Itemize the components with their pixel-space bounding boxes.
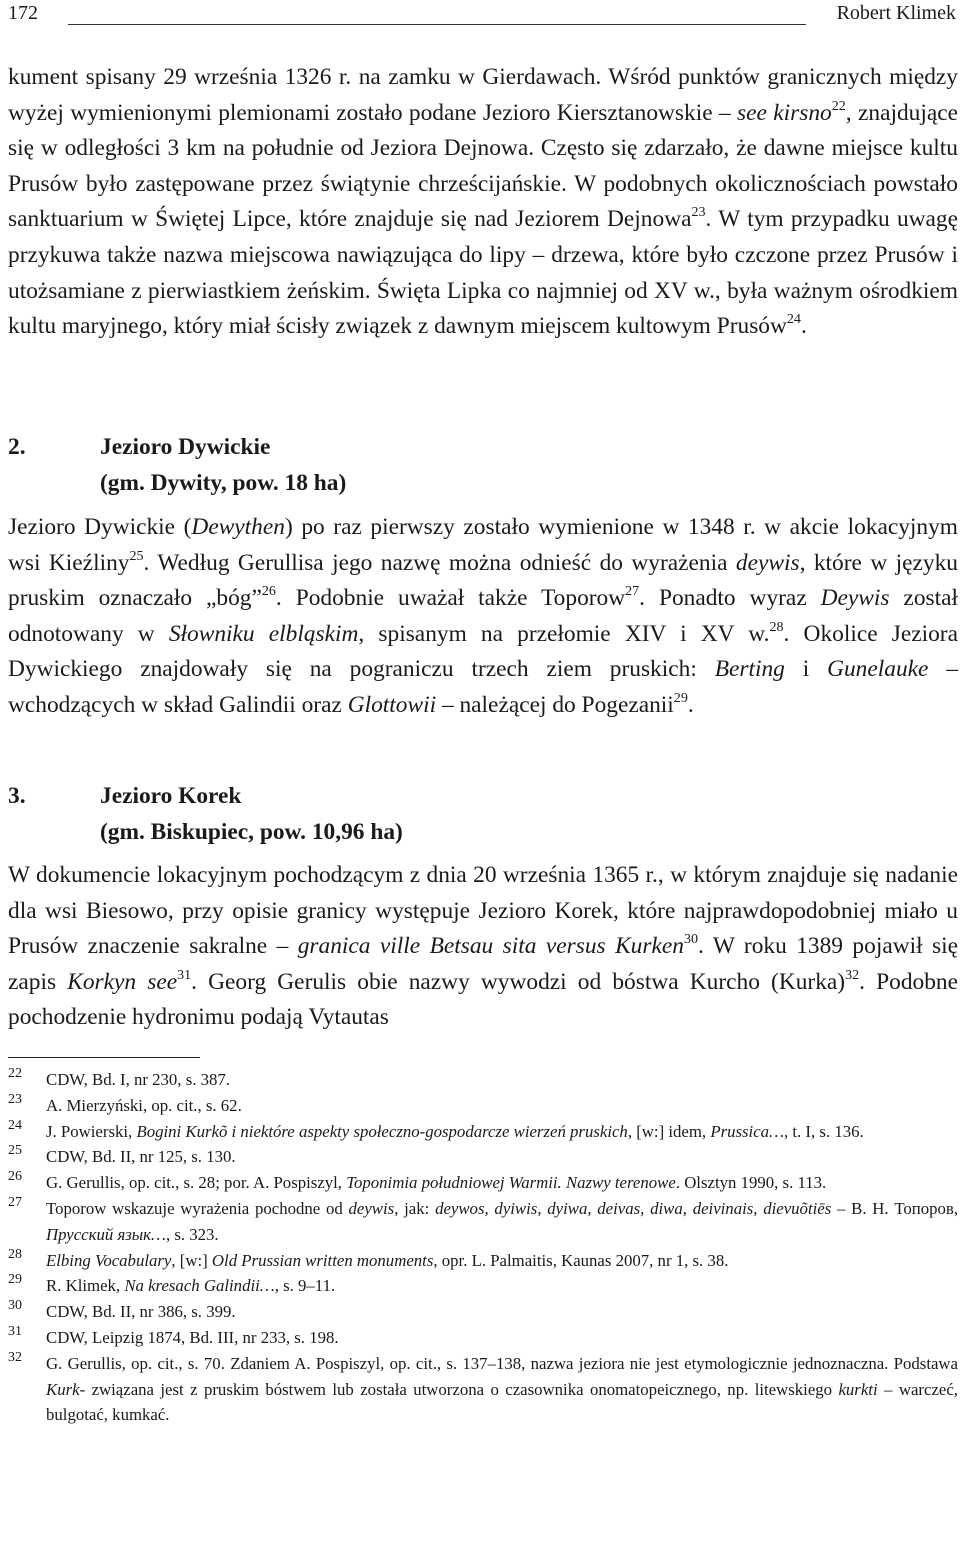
- footnote-ref[interactable]: 22: [831, 97, 846, 114]
- footnote-ref[interactable]: 28: [769, 618, 784, 635]
- italic-run: Glottowii: [347, 691, 437, 718]
- italic-run: Dewythen: [191, 514, 285, 540]
- footnote-ref[interactable]: 25: [129, 547, 144, 564]
- footnote-text: Toporow wskazuje wyrażenia pochodne od: [46, 1198, 349, 1218]
- footnote-separator: [8, 1057, 200, 1058]
- footnote-22: [8, 1067, 958, 1093]
- footnote-number: 31: [8, 1323, 22, 1339]
- italic-run: Прусский язык…: [46, 1224, 166, 1244]
- footnote-text: G. Gerullis, op. cit., s. 28; por. A. Pospiszyl,: [46, 1173, 347, 1193]
- footnote-ref[interactable]: 31: [177, 966, 192, 983]
- footnote-text: , opr. L. Palmaitis, Kaunas 2007, nr 1, s. 38.: [433, 1250, 729, 1270]
- footnote-28: [8, 1248, 958, 1274]
- footnote-ref[interactable]: 27: [625, 583, 640, 600]
- footnote-number: 26: [8, 1169, 22, 1185]
- section-title: Jezioro Korek: [100, 783, 242, 809]
- footnote-24: [8, 1119, 958, 1145]
- text-run: . W tym przypadku uwagę przykuwa także nazwa miejscowa nawiązująca do lipy – drzewa, które było czczone przez Prusów i utożsamiane z pierwiastkiem żeńskim. Święta Lipka co najmniej od XV w., była ważnym ośrodkiem kultu maryjnego, który miał ścisły związek z dawnym miejscem kultowym Prusów: [8, 206, 958, 340]
- italic-run: granica ville Betsau sita versus Kurken: [297, 933, 684, 960]
- text-run: . Georg Gerulis obie nazwy wywodzi od bóstwa Kurcho (Kurka): [191, 968, 846, 995]
- section-number: 3.: [8, 783, 26, 809]
- text-run: .: [687, 691, 694, 718]
- footnote-number: 27: [8, 1194, 22, 1210]
- paragraph-3: [8, 858, 958, 1036]
- italic-run: kurkti: [838, 1379, 878, 1399]
- footnote-ref[interactable]: 24: [786, 311, 801, 328]
- footnote-text: J. Powierski,: [46, 1121, 137, 1141]
- footnote-30: [8, 1299, 958, 1325]
- text-run: . Według Gerullisa jego nazwę można odnieść do wyrażenia: [143, 549, 736, 576]
- text-run: Jezioro Dywickie (: [8, 514, 192, 540]
- text-run: . Podobne pochodzenie hydronimu podają Vytautas: [8, 968, 958, 1031]
- running-author: Robert Klimek: [836, 2, 956, 24]
- footnote-ref[interactable]: 26: [261, 583, 276, 600]
- text-run: został odnotowany w: [8, 585, 958, 647]
- footnote-text: CDW, Bd. I, nr 230, s. 387.: [46, 1070, 230, 1089]
- paragraph-2: [8, 510, 958, 724]
- text-run: kument spisany 29 września 1326 r. na zamku w Gierdawach. Wśród punktów granicznych między wyżej wymienionymi plemionami zostało podane Jezioro Kiersztanowskie –: [8, 64, 958, 126]
- footnote-text: , s. 9–11.: [274, 1276, 336, 1296]
- footnote-number: 24: [8, 1117, 22, 1133]
- italic-run: Elbing Vocabulary: [46, 1250, 172, 1270]
- footnote-text: – warczeć, bulgotać, kumkać.: [46, 1379, 958, 1425]
- footnote-ref[interactable]: 32: [845, 966, 860, 983]
- footnote-number: 25: [8, 1143, 22, 1159]
- footnote-ref[interactable]: 29: [673, 690, 688, 707]
- footnote-text: , jak:: [394, 1198, 436, 1218]
- section-3-heading: [8, 779, 403, 850]
- footnote-text: CDW, Bd. II, nr 386, s. 399.: [46, 1302, 236, 1322]
- italic-run: deywos, dyiwis, dyiwa, deivas, diwa, deivinais, dievuõtiēs: [435, 1198, 832, 1218]
- text-run: – wchodzących w skład Galindii oraz: [8, 656, 958, 718]
- text-run: i: [784, 656, 828, 683]
- running-header: [8, 2, 956, 26]
- text-run: . Ponadto wyraz: [639, 585, 821, 612]
- footnote-number: 30: [8, 1298, 22, 1314]
- footnote-text: – В. Н. Топоров,: [831, 1198, 959, 1218]
- footnote-31: [8, 1325, 958, 1351]
- footnote-text: CDW, Bd. II, nr 125, s. 130.: [46, 1147, 236, 1167]
- footnote-23: [8, 1093, 958, 1119]
- section-2-heading: [8, 430, 346, 501]
- page-number: 172: [8, 2, 38, 24]
- footnote-number: 28: [8, 1246, 22, 1262]
- text-run: . Podobnie uważał także Toporow: [275, 585, 626, 612]
- italic-run: deywis: [348, 1198, 395, 1218]
- section-subtitle: (gm. Biskupiec, pow. 10,96 ha): [100, 818, 403, 845]
- footnote-text: A. Mierzyński, op. cit., s. 62.: [46, 1095, 242, 1115]
- footnote-32: [8, 1351, 958, 1428]
- paragraph-1: [8, 60, 958, 345]
- footnote-number: 23: [8, 1091, 22, 1107]
- section-subtitle: (gm. Dywity, pow. 18 ha): [100, 469, 347, 496]
- footnote-27: [8, 1196, 958, 1248]
- footnote-26: [8, 1170, 958, 1196]
- text-run: ) po raz pierwszy zostało wymienione w 1348 r. w akcie lokacyjnym wsi Kieźliny: [8, 514, 958, 576]
- italic-run: Na kresach Galindii…: [124, 1276, 275, 1296]
- text-run: , znajdujące się w odległości 3 km na południe od Jeziora Dejnowa. Często się zdarzało, że dawne miejsce kultu Prusów było zastępowane przez świątynie chrześcijańskie. W podobnych okolicznościach powstało sanktuarium w Świętej Lipce, które znajduje się nad Jeziorem Dejnowa: [8, 99, 958, 233]
- text-run: , spisanym na przełomie XIV i XV w.: [358, 620, 770, 647]
- text-run: . W roku 1389 pojawił się zapis: [8, 933, 958, 995]
- italic-run: Bogini Kurkõ i niektóre aspekty społeczno-gospodarcze wierzeń pruskich: [136, 1121, 628, 1141]
- italic-run: deywis: [735, 549, 800, 576]
- italic-run: Korkyn see: [67, 968, 178, 995]
- italic-run: Słowniku elbląskim: [168, 620, 359, 647]
- footnote-text: , t. I, s. 136.: [783, 1121, 864, 1141]
- section-title: Jezioro Dywickie: [100, 434, 271, 460]
- header-rule: [68, 24, 806, 25]
- footnote-text: , s. 323.: [165, 1224, 219, 1244]
- italic-run: Prussica…: [710, 1121, 784, 1141]
- footnote-text: , [w:] idem,: [627, 1121, 711, 1141]
- footnote-25: [8, 1144, 958, 1170]
- footnote-number: 29: [8, 1272, 22, 1288]
- text-run: .: [800, 313, 807, 340]
- italic-run: Berting: [714, 656, 785, 683]
- footnote-text: G. Gerullis, op. cit., s. 70. Zdaniem A. Pospiszyl, op. cit., s. 137–138, nazwa jeziora nie jest etymologicznie jednoznaczna. Podstawa: [46, 1353, 958, 1373]
- text-run: , które w języku pruskim oznaczało „bóg”: [8, 549, 958, 612]
- footnotes: [8, 1067, 958, 1428]
- italic-run: Kurk-: [46, 1379, 86, 1399]
- italic-run: see kirsno: [737, 99, 832, 126]
- footnote-ref[interactable]: 30: [683, 931, 698, 948]
- italic-run: Old Prussian written monuments: [211, 1250, 434, 1270]
- footnote-text: . Olsztyn 1990, s. 113.: [675, 1173, 827, 1193]
- footnote-ref[interactable]: 23: [691, 204, 706, 221]
- italic-run: Deywis: [820, 585, 890, 612]
- italic-run: Toponimia południowej Warmii. Nazwy terenowe: [346, 1173, 676, 1193]
- text-run: W dokumencie lokacyjnym pochodzącym z dnia 20 września 1365 r., w którym znajduje się nadanie dla wsi Biesowo, przy opisie granicy występuje Jezioro Korek, które najprawdopodobniej miało u Prusów znaczenie sakralne –: [8, 862, 958, 960]
- footnote-text: R. Klimek,: [46, 1276, 125, 1296]
- section-number: 2.: [8, 434, 26, 460]
- footnote-number: 32: [8, 1349, 22, 1365]
- footnote-number: 22: [8, 1066, 22, 1081]
- footnote-text: CDW, Leipzig 1874, Bd. III, nr 233, s. 198.: [46, 1327, 339, 1347]
- footnote-29: [8, 1273, 958, 1299]
- text-run: – należącej do Pogezanii: [436, 691, 674, 718]
- italic-run: Gunelauke: [827, 656, 929, 683]
- footnote-text: , [w:]: [171, 1250, 212, 1270]
- text-run: . Okolice Jeziora Dywickiego znajdowały się na pograniczu trzech ziem pruskich:: [8, 620, 958, 683]
- footnote-text: związana jest z pruskim bóstwem lub została utworzona o czasownika onomatopeicznego, np. litewskiego: [85, 1379, 839, 1399]
